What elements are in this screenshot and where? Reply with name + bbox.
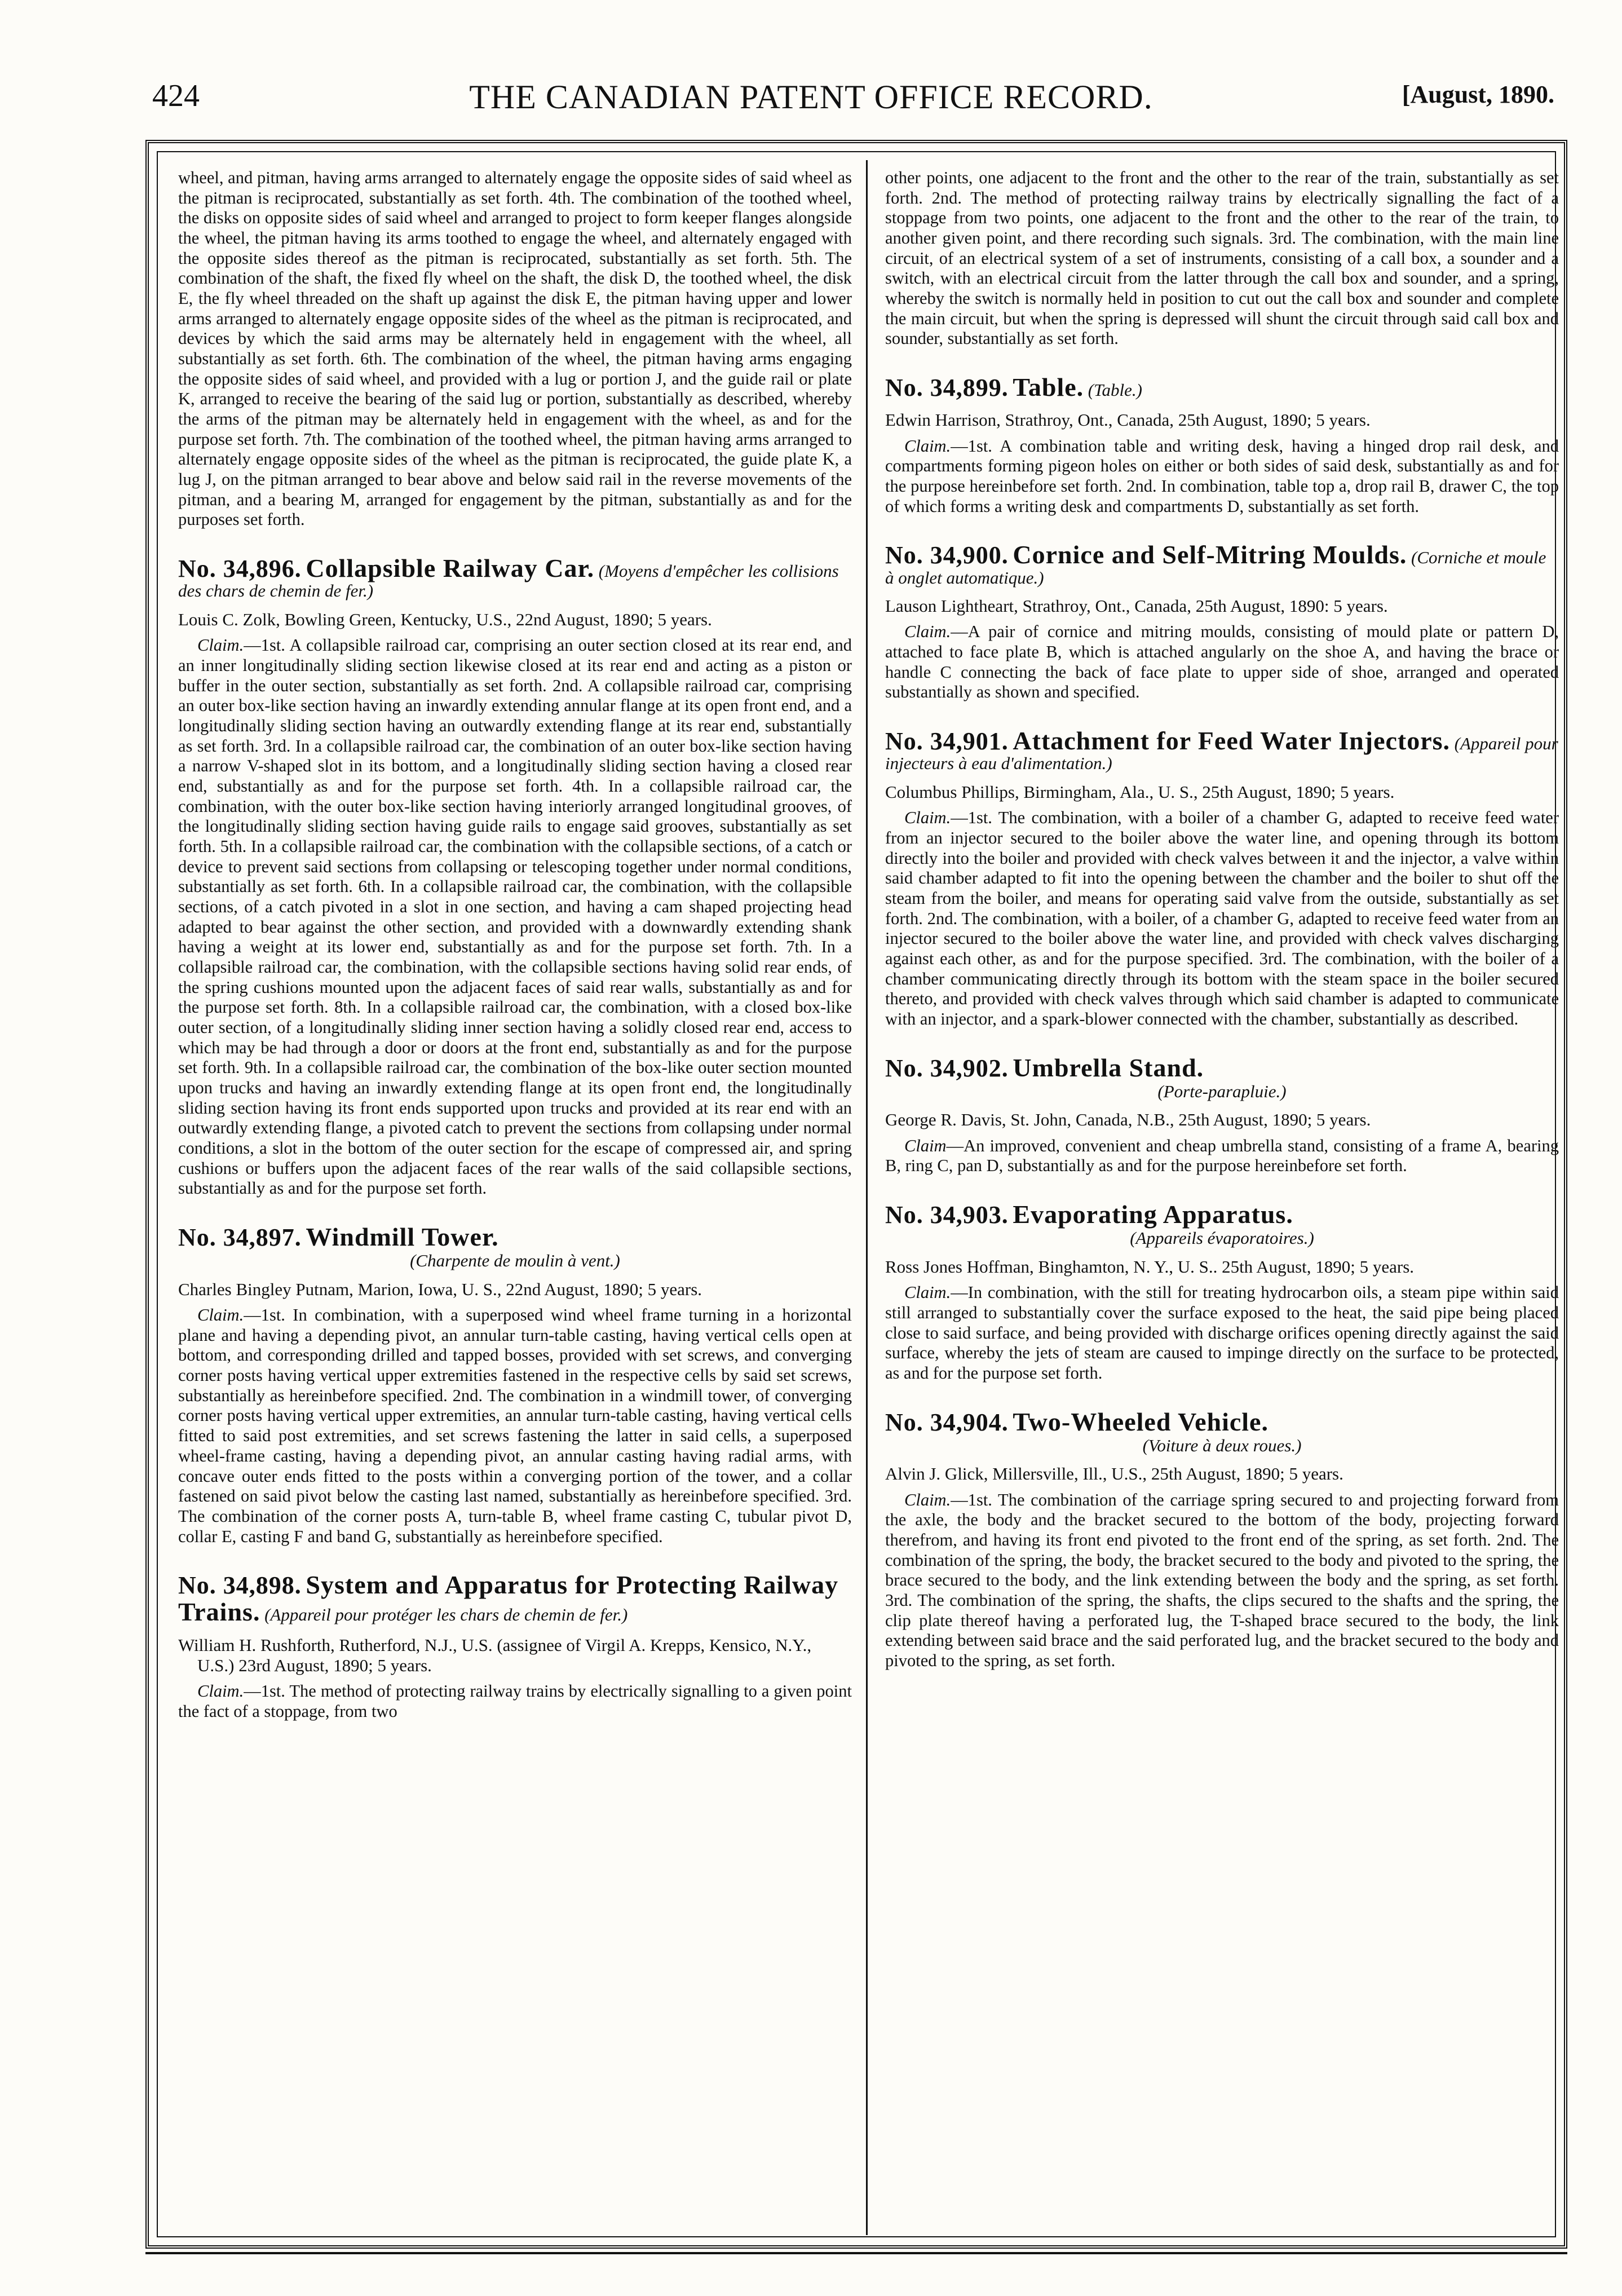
patent-title: Collapsible Railway Car. <box>306 554 595 583</box>
page-number: 424 <box>152 78 200 113</box>
claim-body: —An improved, convenient and cheap umbrella stand, consisting of a frame A, bearing B, ring C, pan D, substantially as and for the purpose hereinbefore set forth. <box>885 1136 1559 1176</box>
claim-text <box>885 1136 1559 1176</box>
inventor-line: George R. Davis, St. John, Canada, N.B., 25th August, 1890; 5 years. <box>885 1110 1371 1130</box>
patent-heading <box>885 727 1559 773</box>
claim-text <box>885 1490 1559 1671</box>
inventor-line: Edwin Harrison, Strathroy, Ont., Canada, 25th August, 1890; 5 years. <box>885 410 1371 430</box>
claim-text <box>178 1681 852 1721</box>
issue-date: [August, 1890. <box>1402 81 1554 108</box>
claim-label: Claim. <box>197 1305 244 1325</box>
patent-number: No. 34,897. <box>178 1224 302 1252</box>
patent-title: System and Apparatus for Protecting Railway Trains. <box>178 1570 839 1627</box>
claim-text <box>178 635 852 1199</box>
patent-title: Evaporating Apparatus. <box>1013 1200 1293 1229</box>
patent-number: No. 34,901. <box>885 727 1009 756</box>
patent-heading <box>885 374 1559 401</box>
patent-number: No. 34,896. <box>178 555 302 583</box>
patent-34899 <box>885 374 1559 516</box>
claim-body: —In combination, with the still for treating hydrocarbon oils, a steam pipe within said still arranged to substantially cover the surface exposed to the heat, the said pipe being placed close to said surface, and being provided with discharge orifices opening directly against the said surface, whereby the jets of steam are caused to impinge directly on the surface to be protected, as and for the purpose set forth. <box>885 1283 1559 1383</box>
column-rule <box>866 160 868 2235</box>
patent-title: Table. <box>1013 373 1084 402</box>
patent-title: Cornice and Self-Mitring Moulds. <box>1013 540 1407 569</box>
patent-title: Attachment for Feed Water Injectors. <box>1013 726 1451 756</box>
page-frame <box>145 140 1567 2249</box>
french-title: (Corniche et moule à onglet automatique.) <box>885 547 1546 588</box>
patent-heading <box>885 1201 1559 1248</box>
journal-title: THE CANADIAN PATENT OFFICE RECORD. <box>469 78 1153 116</box>
patent-number: No. 34,904. <box>885 1408 1009 1436</box>
claim-text <box>885 622 1559 703</box>
patent-number: No. 34,902. <box>885 1054 1009 1082</box>
french-title: (Appareil pour injecteurs à eau d'alimentation.) <box>885 734 1558 774</box>
patent-34898 <box>178 1571 852 1721</box>
claim-label: Claim. <box>904 622 951 642</box>
right-column <box>885 168 1559 1671</box>
inventor-line: Alvin J. Glick, Millersville, Ill., U.S., 25th August, 1890; 5 years. <box>885 1464 1343 1484</box>
continued-claim: wheel, and pitman, having arms arranged to alternately engage the opposite sides of said wheel as the pitman is reciprocated, substantially as set forth. 4th. The combination of the toothed wheel, the disks on opposite sides of said wheel and arranged to project to form keeper flanges alongside the wheel, the pitman having its arms toothed to engage the wheel, and alternately engaged with the opposite sides thereof as the pitman is reciprocated, substantially as set forth. 5th. The combination of the shaft, the fixed fly wheel on the shaft, the disk D, the toothed wheel, the disk E, the fly wheel threaded on the shaft up against the disk E, the pitman having upper and lower arms arranged to alternately engage opposite sides of the wheel as the pitman is reciprocated, and devices by which the said arms may be alternately held in engagement with the wheel, all substantially as set forth. 6th. The combination of the wheel, the pitman having arms engaging the opposite sides of said wheel, and provided with a lug or portion J, and the guide rail or plate K, arranged to receive the bearing of the said lug or portion, substantially as described, whereby the arms of the pitman may be alternately held in engagement with the wheel, as and for the purpose set forth. 7th. The combination of the toothed wheel, the pitman having arms arranged to alternately engage opposite sides of the wheel as the pitman is reciprocated, the guide plate K, a lug J, on the pitman arranged to bear above and below said rail in the reverse movements of the pitman, and a bearing M, arranged for engagement by the pitman, substantially as and for the purposes set forth. <box>178 168 852 529</box>
inventor-line: Columbus Phillips, Birmingham, Ala., U. S., 25th August, 1890; 5 years. <box>885 781 1395 802</box>
patent-34904 <box>885 1408 1559 1671</box>
claim-body: —1st. A combination table and writing desk, having a hinged drop rail desk, and compartments forming pigeon holes on either or both sides of said desk, substantially as and for the purpose hereinbefore set forth. 2nd. In combination, table top a, drop rail B, drawer C, the top of which forms a writing desk and compartments D, substantially as set forth. <box>885 436 1559 516</box>
patent-34897 <box>178 1224 852 1547</box>
claim-label: Claim. <box>904 808 951 828</box>
french-title: (Porte-parapluie.) <box>1157 1081 1287 1101</box>
patent-title: Umbrella Stand. <box>1013 1053 1204 1082</box>
claim-body: —A pair of cornice and mitring moulds, consisting of mould plate or pattern D, attached to face plate B, which is attached angularly on the shoe A, and having the brace or handle C connecting the back of face plate to upper side of shoe, arranged and operated substantially as shown and specified. <box>885 622 1559 702</box>
bottom-rule <box>145 2252 1567 2254</box>
claim-label: Claim. <box>197 635 244 655</box>
claim-text <box>885 1283 1559 1383</box>
patent-34903 <box>885 1201 1559 1383</box>
patent-heading <box>178 555 852 601</box>
french-title: (Voiture à deux roues.) <box>1142 1435 1302 1455</box>
patent-number: No. 34,903. <box>885 1201 1009 1229</box>
inventor-line: Lauson Lightheart, Strathroy, Ont., Canada, 25th August, 1890: 5 years. <box>885 596 1388 616</box>
running-head <box>0 78 1622 123</box>
patent-heading <box>178 1224 852 1270</box>
claim-label: Claim. <box>904 1283 951 1302</box>
claim-body: —1st. The combination, with a boiler of a chamber G, adapted to receive feed water from an injector secured to the boiler above the water line, and opening through its bottom directly into the boiler and provided with check valves between it and the injector, a valve within said chamber adapted to fit into the opening between the chamber and the boiler to shut off the steam from the boiler, and means for operating said valve from the outside, substantially as set forth. 2nd. The combination, with a boiler, of a chamber G, adapted to receive feed water from an injector secured to the boiler above the water line, and provided with check valves discharging against each other, as and for the purpose specified. 3rd. The combination, with the boiler of a chamber communicating directly through its bottom with the steam space in the boiler secured thereto, and provided with check valves through which said chamber is adapted to communicate with an injector, and a spark-blower connected with the chamber, substantially as described. <box>885 808 1559 1028</box>
claim-label: Claim. <box>197 1681 244 1701</box>
patent-title: Two-Wheeled Vehicle. <box>1013 1407 1269 1436</box>
inventor-line: Louis C. Zolk, Bowling Green, Kentucky, U.S., 22nd August, 1890; 5 years. <box>178 609 712 629</box>
inventor-line: Charles Bingley Putnam, Marion, Iowa, U. S., 22nd August, 1890; 5 years. <box>178 1279 702 1299</box>
patent-heading <box>885 1054 1559 1101</box>
patent-number: No. 34,899. <box>885 374 1009 402</box>
french-title: (Charpente de moulin à vent.) <box>410 1251 620 1271</box>
patent-heading <box>178 1571 852 1626</box>
patent-title: Windmill Tower. <box>306 1222 499 1252</box>
patent-heading <box>885 541 1559 587</box>
claim-label: Claim <box>904 1136 947 1155</box>
patent-number: No. 34,900. <box>885 541 1009 569</box>
claim-text <box>178 1305 852 1547</box>
inventor-line: Ross Jones Hoffman, Binghamton, N. Y., U. S.. 25th August, 1890; 5 years. <box>885 1256 1415 1277</box>
claim-body: —1st. The combination of the carriage spring secured to and projecting forward from the axle, the body and the bracket secured to the bottom of the body, projecting forward therefrom, and having its front end pivoted to the front end of the spring, as set forth. 2nd. The combination of the spring, the body, the bracket secured to the body and pivoted to the spring, the brace secured to the body, and the link extending between the body and the spring, as set forth. 3rd. The combination of the spring, the shafts, the clips secured to the shafts and the spring, the clip plate thereof having a perforated lug, the T-shaped brace secured to the body, the link extending between said brace and the said perforated lug, and the bracket secured to the body and pivoted to the spring, as set forth. <box>885 1490 1559 1670</box>
claim-text <box>885 808 1559 1029</box>
claim-body: —1st. A collapsible railroad car, comprising an outer section closed at its rear end, and an inner longitudinally sliding section likewise closed at its rear end and acting as a piston or buffer in the outer section, substantially as set forth. 2nd. A collapsible railroad car, comprising an outer box-like section having an inwardly extending annular flange at its open front end, and a longitudinally sliding section having an outwardly extending flange at its rear end, substantially as set forth. 3rd. In a collapsible railroad car, the combination of an outer box-like section having a narrow V-shaped slot in its bottom, and a longitudinally sliding section having a closed rear end, substantially as and for the purpose set forth. 4th. In a collapsible railroad car, the combination, with the outer box-like section having interiorly arranged longitudinal grooves, of the longitudinally sliding section having guide rails to engage said grooves, substantially as set forth. 5th. In a collapsible railroad car, the combination with the collapsible sections, of a catch or device to prevent said sections from collapsing or telescoping together under normal conditions, substantially as set forth. 6th. In a collapsible railroad car, the combination, with the collapsible sections, of a catch pivoted in a slot in one section, and having a cam shaped projecting head adapted to bear against the other section, and provided with a downwardly extending shank having a weight at its lower end, substantially as and for the purpose set forth. 7th. In a collapsible railroad car, the combination, with the collapsible sections having solid rear ends, of the spring cushions mounted upon the adjacent faces of said rear walls, substantially as and for the purpose set forth. 8th. In a collapsible railroad car, the combination, with a closed box-like outer section, of a longitudinally sliding inner section having a solidly closed rear end, access to which may be had through a door or doors at the front end, substantially as and for the purpose set forth. 9th. In a collapsible railroad car, the combination of the box-like outer section mounted upon trucks and having an inwardly extending flange at its open front end, the longitudinally sliding section having its front ends supported upon trucks and provided at its rear end with an outwardly extending flange, a pivoted catch to prevent the sections from collapsing under normal conditions, a slot in the bottom of the outer section for the escape of compressed air, and spring cushions or buffers upon the adjacent faces of the rear walls of the said collapsible sections, substantially as and for the purpose set forth. <box>178 635 852 1198</box>
patent-34900 <box>885 541 1559 703</box>
french-title: (Table.) <box>1088 380 1142 400</box>
claim-label: Claim. <box>904 436 951 456</box>
french-title: (Appareil pour protéger les chars de chemin de fer.) <box>264 1605 628 1625</box>
patent-heading <box>885 1408 1559 1455</box>
patent-34901 <box>885 727 1559 1030</box>
claim-label: Claim. <box>904 1490 951 1509</box>
continued-claim: other points, one adjacent to the front and the other to the rear of the train, substantially as set forth. 2nd. The method of protecting railway trains by electrically signalling the fact of a stoppage from two points, one adjacent to the front and the other to the rear of the train, to another given point, and there recording such signals. 3rd. The combination, with the main line circuit, of an electrical system of a set of instruments, consisting of a call box, a sounder and a switch, with an electrical circuit from the latter through the call box and sounder, and a spring, whereby the switch is normally held in position to cut out the call box and sounder and complete the main circuit, but when the spring is depressed will shunt the circuit through said call box and sounder, substantially as set forth. <box>885 168 1559 348</box>
left-column <box>178 168 852 1722</box>
patent-number: No. 34,898. <box>178 1571 302 1600</box>
inventor-line: William H. Rushforth, Rutherford, N.J., U.S. (assignee of Virgil A. Krepps, Kensico, N.Y., U.S.) 23rd August, 1890; 5 years. <box>178 1635 812 1676</box>
patent-34902 <box>885 1054 1559 1176</box>
claim-text <box>885 436 1559 517</box>
claim-body: —1st. The method of protecting railway trains by electrically signalling to a given point the fact of a stoppage, from two <box>178 1681 852 1721</box>
patent-34896 <box>178 555 852 1199</box>
french-title: (Appareils évaporatoires.) <box>1130 1228 1314 1248</box>
claim-body: —1st. In combination, with a superposed wind wheel frame turning in a horizontal plane and having a depending pivot, an annular turn-table casting, having vertical cells open at bottom, and corresponding drilled and tapped bosses, provided with set screws, and converging corner posts having vertical upper extremities fastened in the respective cells by said set screws, substantially as hereinbefore specified. 2nd. The combination in a windmill tower, of converging corner posts having vertical upper extremities, an annular turn-table casting, having vertical cells fitted to said post extremities, and set screws fastening the latter in said cells, a superposed wheel-frame casting, having a depending pivot, an annular casting having radial arms, with concave outer ends fitted to the posts within a converging portion of the tower, and a collar fastened on said pivot below the casting last named, substantially as hereinbefore specified. 3rd. The combination of the corner posts A, turn-table B, wheel frame casting C, tubular pivot D, collar E, casting F and band G, substantially as hereinbefore specified. <box>178 1305 852 1546</box>
french-title: (Moyens d'empêcher les collisions des chars de chemin de fer.) <box>178 561 839 601</box>
